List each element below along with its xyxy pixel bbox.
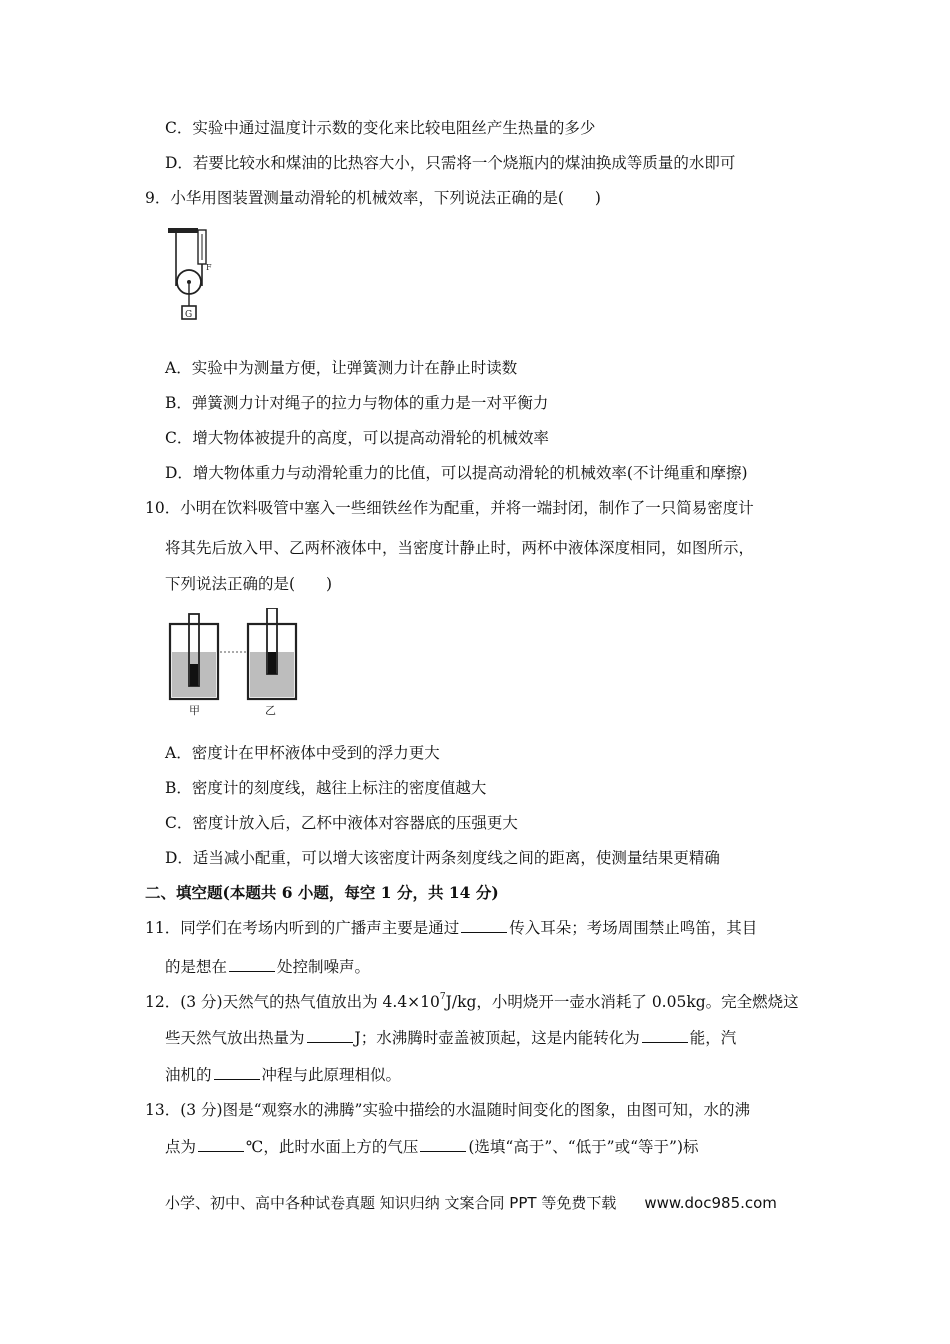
q8-option-d: D．若要比较水和煤油的比热容大小，只需将一个烧瓶内的煤油换成等质量的水即可	[165, 154, 736, 172]
q13-text-1: 点为	[165, 1138, 197, 1156]
q11-text-4: 处控制噪声。	[277, 958, 371, 976]
q12-blank-2	[642, 1028, 688, 1043]
q10-option-c: C．密度计放入后，乙杯中液体对容器底的压强更大	[165, 814, 518, 832]
q10-stem-line2: 将其先后放入甲、乙两杯液体中，当密度计静止时，两杯中液体深度相同，如图所示，	[165, 539, 755, 557]
q11-text-1: 11．同学们在考场内听到的广播声主要是通过	[145, 919, 460, 937]
q12-line3	[165, 1065, 401, 1085]
density-meter-figure	[165, 608, 305, 718]
q11-line2	[165, 957, 370, 977]
q10-option-d: D．适当减小配重，可以增大该密度计两条刻度线之间的距离，使测量结果更精确	[165, 849, 720, 867]
q12-line2	[165, 1028, 736, 1048]
pulley-figure	[166, 224, 216, 324]
q10-option-a: A．密度计在甲杯液体中受到的浮力更大	[165, 744, 440, 762]
q13-text-3: (选填“高于”、“低于”或“等于”)标	[468, 1138, 699, 1156]
q9-option-c: C．增大物体被提升的高度，可以提高动滑轮的机械效率	[165, 429, 549, 447]
q10-option-b: B．密度计的刻度线，越往上标注的密度值越大	[165, 779, 487, 797]
q9-stem: 9．小华用图装置测量动滑轮的机械效率，下列说法正确的是( )	[145, 189, 601, 207]
footer-url[interactable]: www.doc985.com	[644, 1194, 777, 1212]
q11-blank-2	[229, 957, 275, 972]
q10-stem-line3: 下列说法正确的是( )	[165, 575, 333, 593]
q11-blank-1	[461, 918, 507, 933]
q12-text-6: 油机的	[165, 1066, 212, 1084]
svg-text:F: F	[206, 263, 212, 272]
q13-blank-2	[420, 1137, 466, 1152]
cup-right-label: 乙	[265, 704, 276, 717]
q12-text-4: J；水沸腾时壶盖被顶起，这是内能转化为	[354, 1029, 640, 1047]
page-footer	[165, 1192, 777, 1213]
q13-blank-1	[198, 1137, 244, 1152]
q12-text-5: 能，汽	[689, 1029, 737, 1047]
section-title: 二、填空题(本题共 6 小题，每空 1 分，共 14 分)	[145, 883, 499, 902]
footer-text: 小学、初中、高中各种试卷真题 知识归纳 文案合同 PPT 等免费下载	[165, 1194, 617, 1212]
q11-text-2: 传入耳朵；考场周围禁止鸣笛，其目	[509, 919, 758, 937]
q12-text-1: 12．(3 分)天然气的热气值放出为 4.4×10	[145, 993, 440, 1011]
q11-line1	[145, 918, 757, 938]
q13-line2	[165, 1137, 699, 1157]
q9-option-a: A．实验中为测量方便，让弹簧测力计在静止时读数	[165, 359, 518, 377]
q12-line1	[145, 992, 799, 1012]
q8-option-c: C．实验中通过温度计示数的变化来比较电阻丝产生热量的多少	[165, 119, 596, 137]
q10-stem-line1: 10．小明在饮料吸管中塞入一些细铁丝作为配重，并将一端封闭，制作了一只简易密度计	[145, 499, 754, 517]
cup-left-label: 甲	[189, 704, 200, 717]
q12-blank-3	[214, 1065, 260, 1080]
q12-text-3: 些天然气放出热量为	[165, 1029, 305, 1047]
q13-line1: 13．(3 分)图是“观察水的沸腾”实验中描绘的水温随时间变化的图象，由图可知，水的沸	[145, 1101, 750, 1119]
q9-option-b: B．弹簧测力计对绳子的拉力与物体的重力是一对平衡力	[165, 394, 549, 412]
q12-text-2: J/kg，小明烧开一壶水消耗了 0.05kg。完全燃烧这	[445, 993, 799, 1011]
q12-text-7: 冲程与此原理相似。	[261, 1066, 402, 1084]
q11-text-3: 的是想在	[165, 958, 228, 976]
q12-exponent: 7	[439, 992, 446, 1002]
q12-blank-1	[307, 1028, 353, 1043]
q9-option-d: D．增大物体重力与动滑轮重力的比值，可以提高动滑轮的机械效率(不计绳重和摩擦)	[165, 464, 748, 482]
q13-text-2: ℃，此时水面上方的气压	[246, 1138, 419, 1156]
weight-label: G	[185, 310, 193, 320]
